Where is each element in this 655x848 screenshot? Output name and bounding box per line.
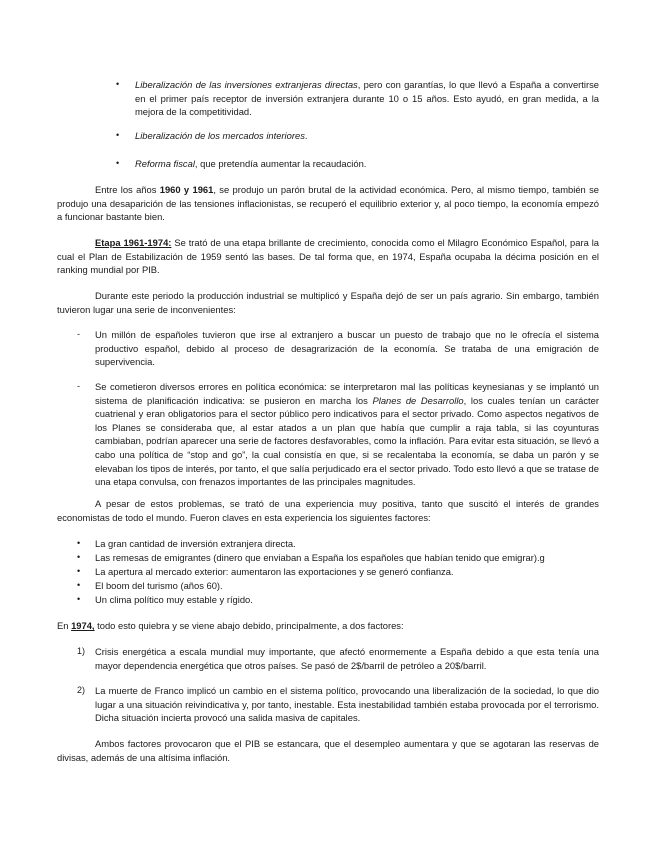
bullet-item-inversiones: Liberalización de las inversiones extranjeras directas, pero con garantías, lo que llevó a España a convertirse en el primer país receptor de inversión extranjera durante 10 o 15 años. Esto ayudó, en gran medida, a la mejora de la competitividad. (135, 79, 599, 118)
bullet-item-mercados: Liberalización de los mercados interiores. (135, 130, 308, 141)
paragraph-ambos: Ambos factores provocaron que el PIB se estancara, que el desempleo aumentara y que se agotaran las reservas de divisas, además de una altísima inflación. (57, 738, 599, 763)
list-number: 1) (77, 646, 86, 656)
bullet-glyph: • (77, 594, 81, 604)
list-number: 2) (77, 685, 86, 695)
factor-item: Un clima político muy estable y rígido. (95, 594, 253, 605)
bullet-glyph: • (77, 566, 81, 576)
bullet-glyph: • (116, 158, 120, 168)
bullet-glyph: • (77, 552, 81, 562)
numbered-item-crisis: Crisis energética a escala mundial muy importante, que afectó enormemente a España debido a que esta tenía una mayor dependencia energética que otros países. Se pasó de 2$/barril de petróleo a 20$/barril. (95, 646, 599, 671)
paragraph-a-pesar: A pesar de estos problemas, se trató de una experiencia muy positiva, tanto que suscitó el interés de grandes economistas de todo el mundo. Fueron claves en esta experiencia los siguientes factores: (57, 498, 599, 523)
paragraph-etapa: Etapa 1961-1974: Se trató de una etapa brillante de crecimiento, conocida como el Milagro Económico Español, para la cual el Plan de Estabilización de 1959 sentó las bases. De tal forma que, en 1974, España ocupaba la décima posición en el ranking mundial por PIB. (57, 237, 599, 276)
bullet-glyph: • (77, 580, 81, 590)
paragraph-durante: Durante este periodo la producción industrial se multiplicó y España dejó de ser un país agrario. Sin embargo, también tuvieron lugar una serie de inconvenientes: (57, 290, 599, 315)
dash-item-emigracion: Un millón de españoles tuvieron que irse al extranjero a buscar un puesto de trabajo que no le ofrecía el sistema productivo español, debido al proceso de desagrarización de la economía. Se trataba de una emigración de supervivencia. (95, 329, 599, 368)
numbered-item-franco: La muerte de Franco implicó un cambio en el sistema político, provocando una liberalización de la sociedad, lo que dio lugar a una situación reivindicativa y, por tanto, inestable. Esta inestabilidad también estaba provocada por el terrorismo. Dicha situación incierta provocó una salida masiva de capitales. (95, 685, 599, 724)
paragraph-1974: En 1974, todo esto quiebra y se viene abajo debido, principalmente, a dos factores: (57, 620, 404, 631)
factor-item: Las remesas de emigrantes (dinero que enviaban a España los españoles que habían tenido que emigrar).g (95, 552, 545, 563)
factor-item: El boom del turismo (años 60). (95, 580, 223, 591)
bullet-glyph: • (116, 79, 120, 89)
factor-item: La apertura al mercado exterior: aumentaron las exportaciones y se generó confianza. (95, 566, 454, 577)
bullet-glyph: • (116, 130, 120, 140)
dash-glyph: - (77, 381, 80, 391)
bullet-glyph: • (77, 538, 81, 548)
bullet-item-reforma: Reforma fiscal, que pretendía aumentar la recaudación. (135, 158, 367, 169)
factor-item: La gran cantidad de inversión extranjera directa. (95, 538, 296, 549)
dash-glyph: - (77, 329, 80, 339)
paragraph-1960: Entre los años 1960 y 1961, se produjo un parón brutal de la actividad económica. Pero, al mismo tiempo, también se produjo una desaparición de las tensiones inflacionistas, se recuperó el equilibrio exterior y, al poco tiempo, la economía empezó a funcionar bastante bien. (57, 184, 599, 223)
dash-item-errores: Se cometieron diversos errores en política económica: se interpretaron mal las políticas keynesianas y se implantó un sistema de planificación indicativa: se pusieron en marcha los Planes de Desarrollo, los cuales tenían un carácter cuatrienal y eran obligatorios para el sector público pero indicativos para el sector privado. Como aspectos negativos de los Planes se consideraba que, al estar atados a un plan que había que cumplir a raja tabla, si las coyunturas cambiaban, podrían aparecer una serie de factores desfavorables, como la inflación. Para evitar esta situación, se llevó a cabo una política de “stop and go”, la cual consistía en que, si se recalentaba la economía, se daba un parón y se elevaban los tipos de interés, por tanto, el que salía perjudicado era el sector privado. Todo esto llevó a que se tratase de una etapa convulsa, con frenazos importantes de las principales magnitudes. (95, 381, 599, 488)
